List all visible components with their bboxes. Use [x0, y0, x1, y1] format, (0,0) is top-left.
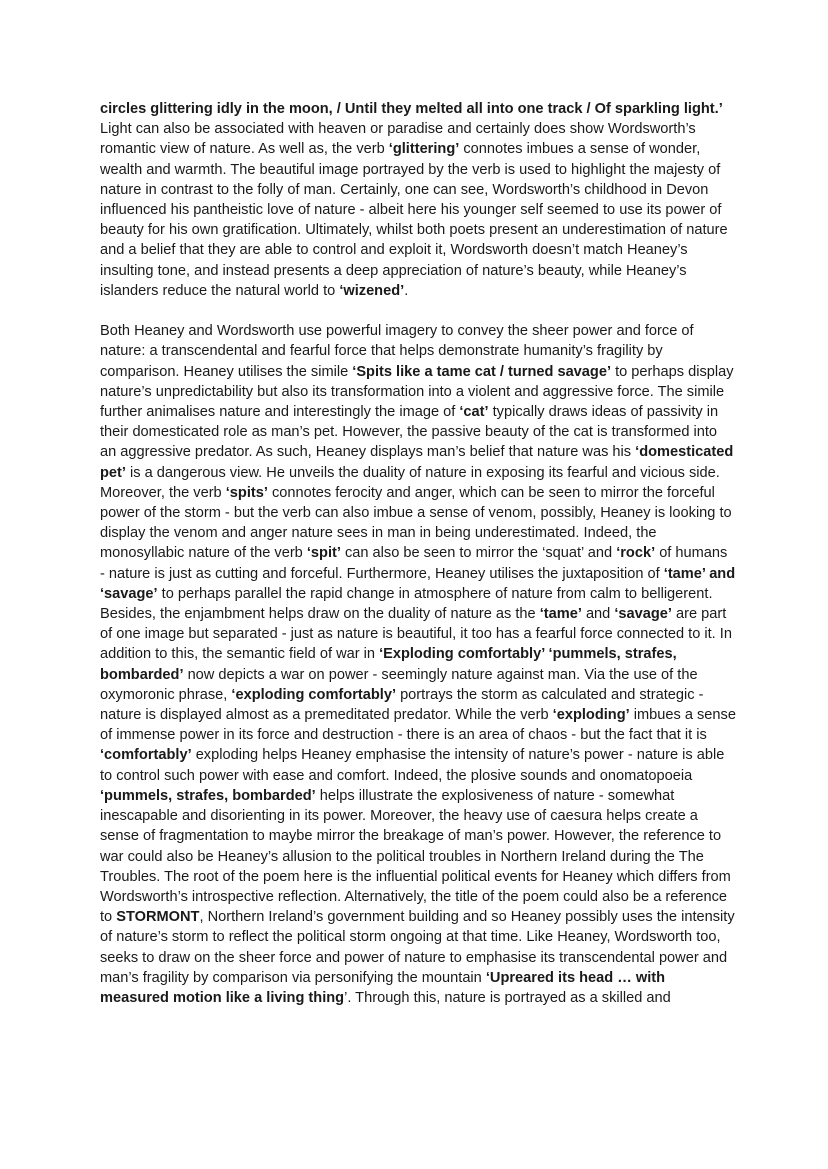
quote-text: ‘glittering’	[388, 141, 460, 158]
body-text: helps illustrate the explosiveness of nature - somewhat inescapable and disorienting in its power. Moreover, the heavy use of caesura helps create a sense of fragmentation to maybe mirror the breakage of man’s power. However, the reference to war could also be Heaney’s allusion to the political troubles in Northern Ireland during the The Troubles. The root of the poem here is the influential political events for Heaney which differs from Wordsworth’s introspective reflection. Alternatively, the title of the poem could also be a reference to	[100, 787, 731, 926]
body-text: , Northern Ireland’s government building and so Heaney possibly uses the intensity of nature’s storm to reflect the political storm ongoing at that time. Like Heaney, Wordsworth too, seeks to draw on the sheer force and power of nature to emphasise its transcendental power and man’s fragility by comparison via personifying the mountain	[100, 909, 735, 986]
quote-text: ‘tame’	[539, 606, 582, 623]
quote-text: ‘comfortably’	[100, 747, 192, 764]
quote-text: ‘spit’	[306, 545, 341, 562]
quote-text: ‘Exploding comfortably’ ‘pummels, strafes, bombarded’	[100, 646, 677, 683]
body-text: portrays the storm as calculated and strategic - nature is displayed almost as a premeditated predator. While the verb	[100, 686, 704, 724]
body-text: connotes imbues a sense of wonder, wealth and warmth. The beautiful image portrayed by the verb is used to highlight the majesty of nature in contrast to the folly of man. Certainly, one can see, Wordsworth’s childhood in Devon influenced his pantheistic love of nature - albeit here his younger self seemed to use its power of beauty for his own gratification. Ultimately, whilst both poets present an underestimation of nature and a belief that they are able to control and exploit it, Wordsworth doesn’t match Heaney’s insulting tone, and instead presents a deep appreciation of nature’s beauty, while Heaney’s islanders reduce the natural world to	[100, 141, 728, 299]
quote-text: ‘exploding’	[552, 707, 630, 724]
quote-text: ‘exploding comfortably’	[231, 686, 397, 703]
body-text: ’. Through this, nature is portrayed as a skilled and	[344, 989, 671, 1006]
body-text: now depicts a war on power - seemingly nature against man. Via the use of the oxymoronic phrase,	[100, 666, 698, 703]
body-text: to perhaps display nature’s unpredictability but also its transformation into a violent and aggressive force. The simile further animalises nature and interestingly the image of	[100, 363, 734, 421]
quote-text: ‘Upreared its head … with measured motion like a living thing	[100, 969, 666, 1006]
body-text: to perhaps parallel the rapid change in atmosphere of nature from calm to belligerent. Besides, the enjambment helps draw on the duality of nature as the	[100, 585, 713, 623]
quote-text: circles glittering idly in the moon, / Until they melted all into one track / Of sparkling light.’	[100, 101, 723, 117]
body-text: of humans - nature is just as cutting and forceful. Furthermore, Heaney utilises the juxtaposition of	[100, 545, 728, 582]
body-text: exploding helps Heaney emphasise the intensity of nature’s power - nature is able to control such power with ease and comfort. Indeed, the plosive sounds and onomatopoeia	[100, 747, 725, 784]
body-text: connotes ferocity and anger, which can be seen to mirror the forceful power of the storm - but the verb can also imbue a sense of venom, possibly, Heaney is looking to display the venom and anger nature sees in man in being underestimated. Indeed, the monosyllabic nature of the verb	[100, 484, 732, 562]
body-text: Both Heaney and Wordsworth use powerful imagery to convey the sheer power and force of nature: a transcendental and fearful force that helps demonstrate humanity’s fragility by comparison. Heaney utilises the simile	[100, 323, 694, 380]
quote-text: ‘Spits like a tame cat / turned savage’	[352, 363, 612, 380]
quote-text: ‘savage’	[614, 606, 672, 623]
body-text: and	[581, 606, 615, 623]
quote-text: ‘wizened’	[339, 282, 405, 299]
quote-text: ‘tame’ and ‘savage’	[100, 565, 736, 602]
quote-text: ‘pummels, strafes, bombarded’	[100, 787, 316, 804]
body-text: are part of one image but separated - just as nature is beautiful, it too has a fearful force connected to it. In addition to this, the semantic field of war in	[100, 606, 732, 663]
body-text: .	[404, 282, 409, 299]
body-text: can also be seen to mirror the ‘squat’ and	[340, 545, 617, 562]
document-page	[100, 99, 736, 1008]
paragraph-2	[100, 321, 736, 1008]
body-text: Light can also be associated with heaven or paradise and certainly does show Wordsworth’s romantic view of nature. As well as, the verb	[100, 121, 696, 158]
quote-text: STORMONT	[116, 909, 200, 926]
quote-text: ‘spits’	[225, 484, 268, 501]
quote-text: ‘domesticated pet’	[100, 444, 734, 481]
body-text: typically draws ideas of passivity in their domesticated role as man’s pet. However, the passive beauty of the cat is transformed into an aggressive predator. As such, Heaney displays man’s belief that nature was his	[100, 404, 719, 461]
paragraph-1	[100, 99, 736, 301]
quote-text: ‘rock’	[616, 545, 656, 562]
body-text: is a dangerous view. He unveils the duality of nature in exposing its fearful and vicious side. Moreover, the verb	[100, 464, 720, 501]
body-text: imbues a sense of immense power in its force and destruction - there is an area of chaos - but the fact that it is	[100, 707, 736, 744]
quote-text: ‘cat’	[459, 404, 489, 421]
